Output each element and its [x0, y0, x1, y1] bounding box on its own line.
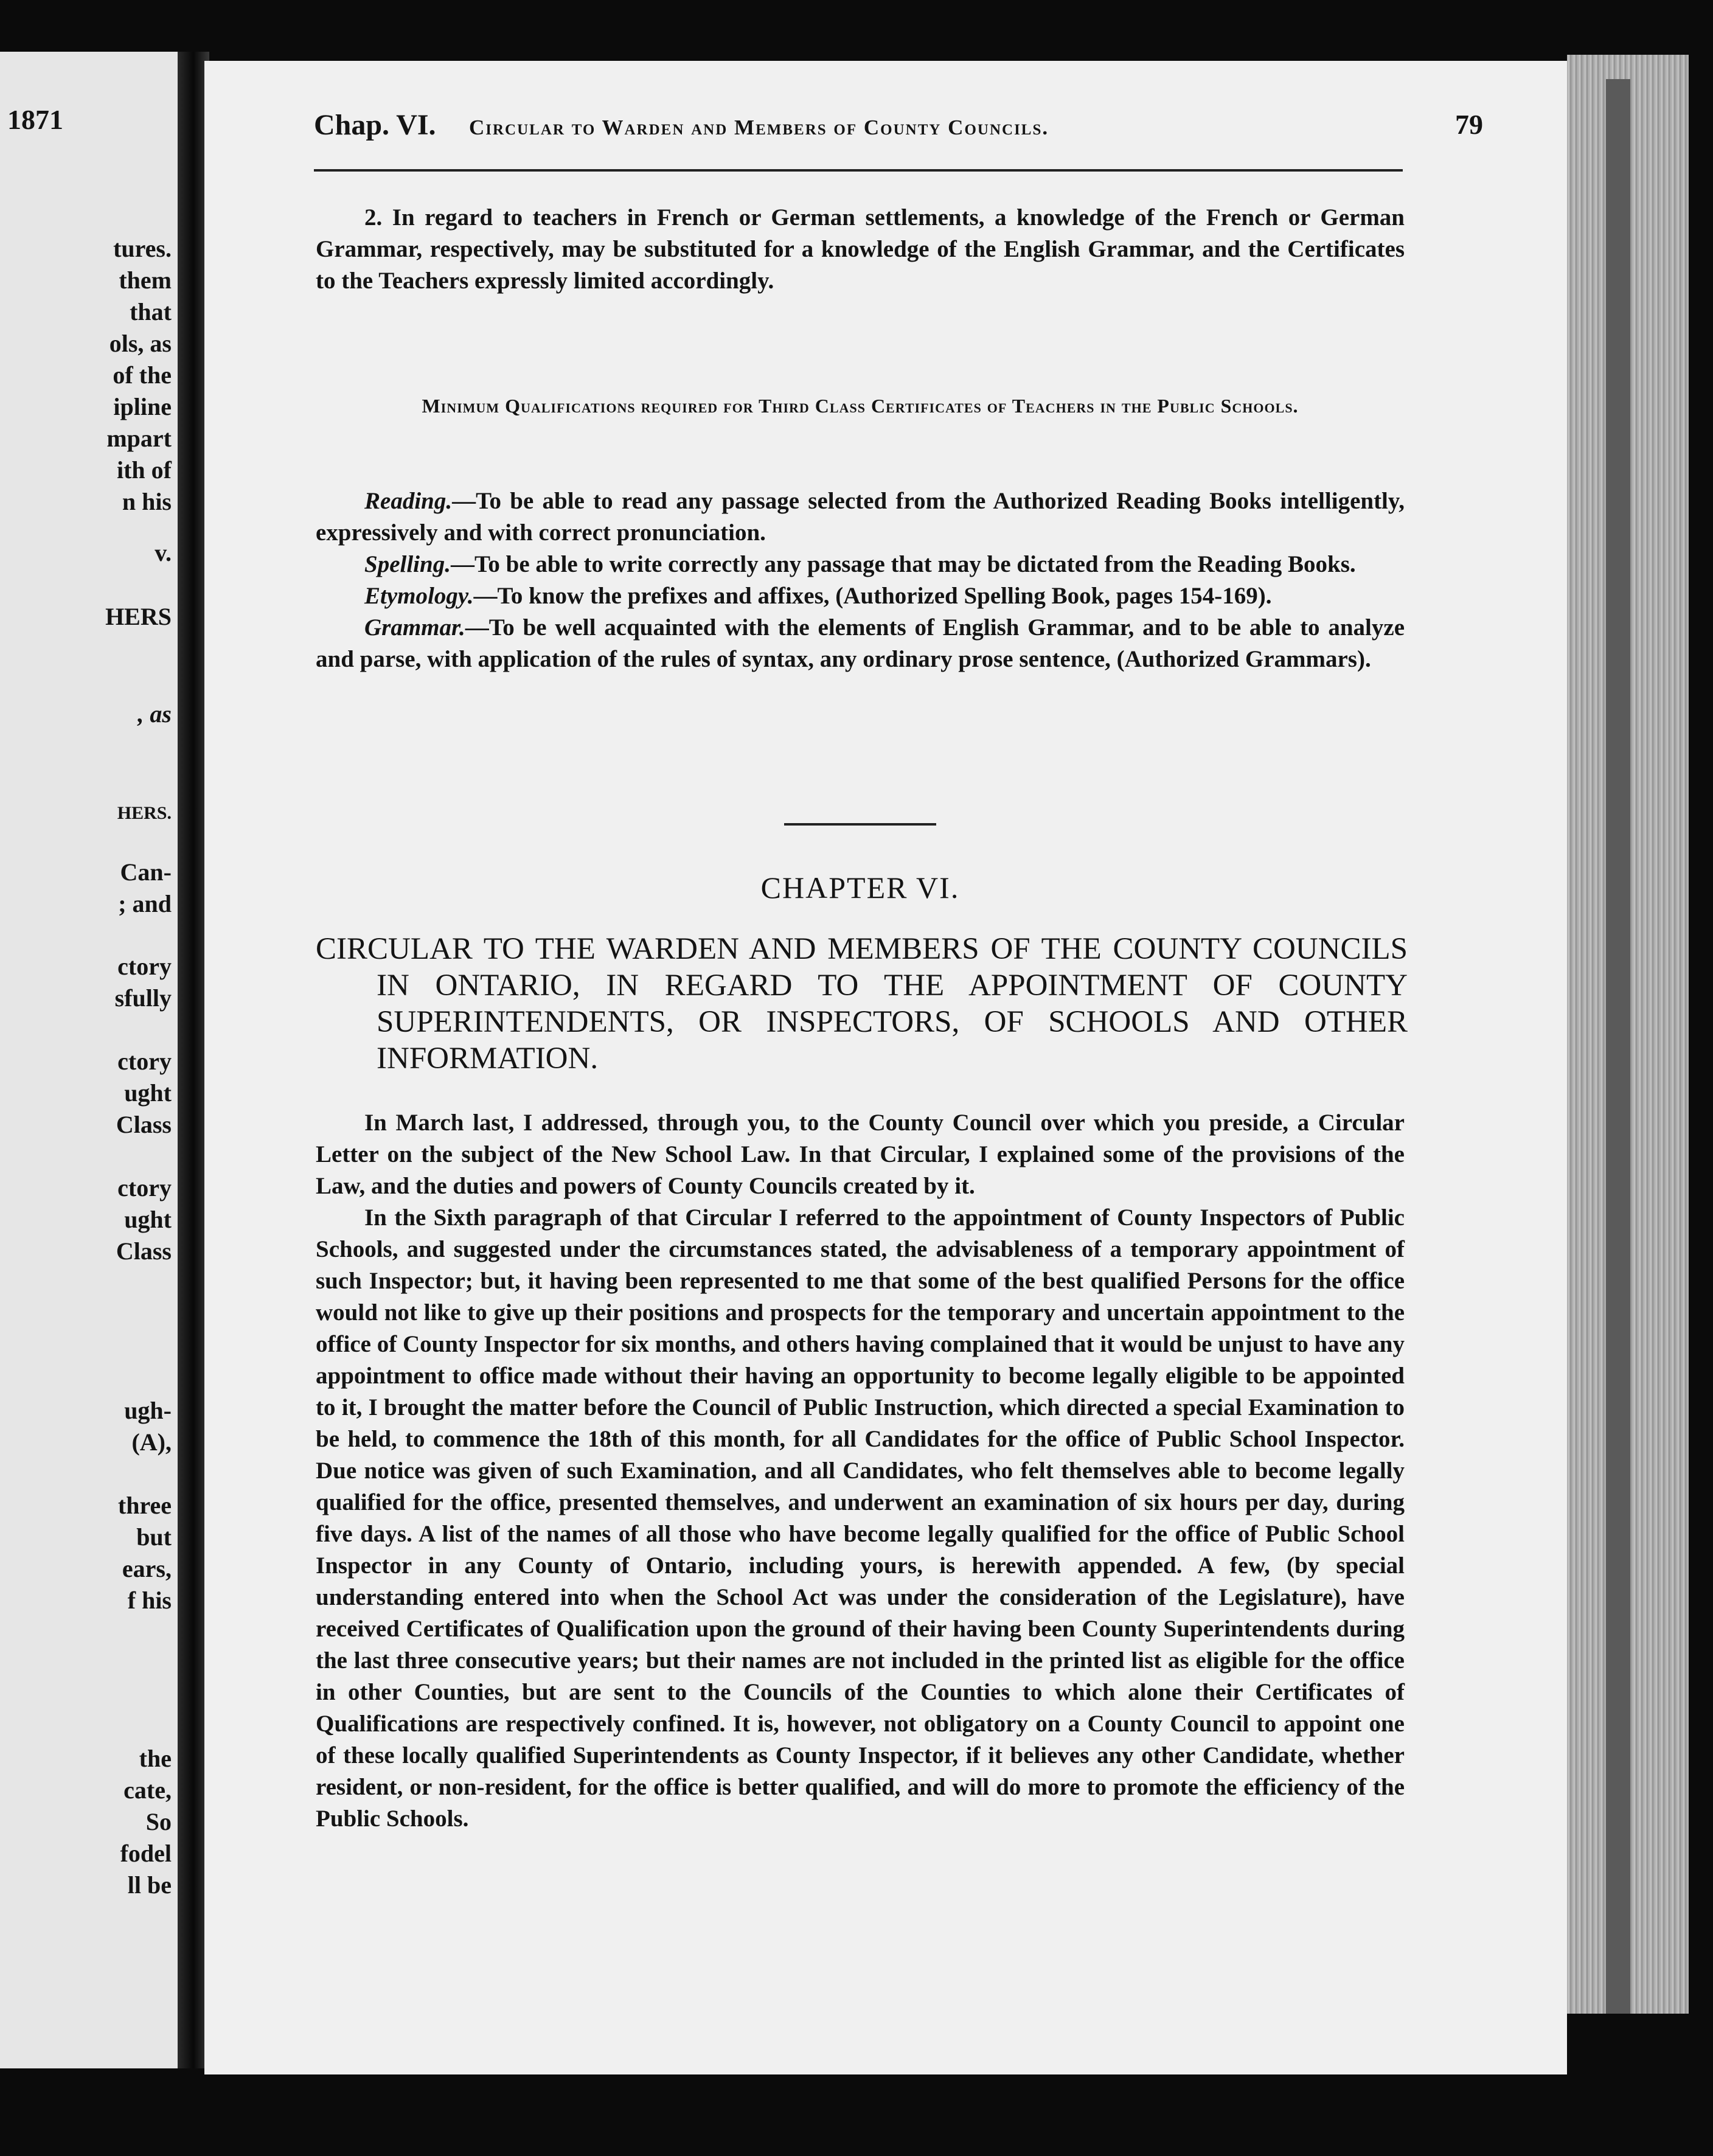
previous-page-fragment: (A),	[131, 1428, 172, 1456]
running-head	[314, 108, 1494, 151]
previous-page-fragment: sfully	[114, 984, 172, 1012]
qualification-reading	[316, 485, 1405, 549]
previous-page-fragment: ipline	[113, 393, 172, 420]
previous-page-fragment: ols, as	[109, 330, 172, 357]
previous-page-fragment: fodel	[120, 1840, 172, 1867]
paragraph-2	[316, 202, 1405, 297]
section-divider	[784, 823, 936, 826]
circular-body	[316, 1107, 1405, 1835]
previous-page-fragment: ctory	[117, 1048, 172, 1075]
previous-page-fragment: ; and	[118, 890, 172, 917]
previous-page-fragment: ught	[124, 1206, 172, 1233]
qualification-text: —To be able to write correctly any passage that may be dictated from the Reading Books.	[450, 551, 1356, 577]
previous-page-fragment: tures.	[113, 235, 172, 262]
previous-page-fragment: So	[145, 1808, 172, 1835]
qualifications-list	[316, 485, 1405, 675]
chapter-heading: CHAPTER VI.	[760, 871, 960, 905]
previous-page-fragment: Can-	[120, 858, 172, 886]
qualification-etymology	[316, 580, 1405, 612]
qualification-term: Reading.	[364, 488, 453, 514]
previous-page-fragment: ctory	[117, 953, 172, 980]
previous-page-fragment: but	[136, 1523, 172, 1551]
qualification-term: Grammar.	[364, 614, 465, 641]
minimum-qualifications-heading: Minimum Qualifications required for Third Class Certificates of Teachers in the Public Schools.	[422, 395, 1299, 417]
qualification-spelling	[316, 549, 1405, 580]
qualification-grammar	[316, 612, 1405, 675]
previous-page-fragment: ll be	[127, 1871, 172, 1899]
chapter-title: CIRCULAR TO THE WARDEN AND MEMBERS OF THE COUNTY COUNCILS IN ONTARIO, IN REGARD TO THE APPOINTMENT OF COUNTY SUPERINTENDENTS, OR INSPECTORS, OF SCHOOLS AND OTHER INFORMATION.	[316, 932, 1408, 1076]
previous-page-fragment: ears,	[122, 1555, 172, 1582]
circular-paragraph: In the Sixth paragraph of that Circular I referred to the appointment of County Inspectors of Public Schools, and suggested under the circumstances stated, the advisableness of a temporary appointment of such Inspector; but, it having been represented to me that some of the best qualified Persons for the office would not like to give up their positions and prospects for the temporary and uncertain appointment to the office of County Inspector for six months, and others having complained that it would be unjust to have any appointment to office made without their having an opportunity to become legally eligible to be appointed to it, I brought the matter before the Council of Public Instruction, which directed a special Examination to be held, to commence the 18th of this month, for all Candidates for the office of Public School Inspector. Due notice was given of such Examination, and all Candidates, who felt themselves able to become legally qualified for the office, presented themselves, and underwent an examination of six hours per day, during five days. A list of the names of all those who have become legally qualified for the office of Public School Inspector in any County of Ontario, including yours, is herewith appended. A few, (by special understanding entered into when the School Act was under the consideration of the Legislature), have received Certificates of Qualification upon the ground of their having been County Superintendents during the last three consecutive years; but their names are not included in the printed list as eligible for the office in other Counties, but are sent to the Councils of the Counties to which alone their Certificates of Qualifications are respectively confined. It is, however, not obligatory on a County Council to appoint one of these locally qualified Superintendents as County Inspector, if it believes any other Candidate, whether resident, or non-resident, for the office is better qualified, and will do more to promote the efficiency of the Public Schools.	[316, 1205, 1405, 1832]
qualification-text: —To know the prefixes and affixes, (Authorized Spelling Book, pages 154-169).	[473, 583, 1272, 609]
qualification-text: —To be able to read any passage selected from the Authorized Reading Books intelligently, expressively and with correct pronunciation.	[316, 488, 1405, 546]
previous-page-fragment: ught	[124, 1079, 172, 1107]
previous-page-fragment: mpart	[106, 425, 172, 452]
previous-page-fragment: that	[130, 298, 172, 325]
previous-page-fragment: HERS	[105, 603, 172, 630]
previous-page-fragment: ugh-	[124, 1397, 172, 1424]
previous-page-year: 1871	[7, 104, 63, 135]
book-page	[204, 61, 1567, 2074]
previous-page-fragment: f his	[127, 1587, 172, 1614]
page-number: 79	[1455, 109, 1483, 140]
qualification-term: Spelling.	[364, 551, 451, 577]
previous-page-fragment: cate,	[123, 1776, 172, 1804]
previous-page-fragment: Class	[116, 1111, 172, 1138]
previous-page-fragment: the	[139, 1745, 172, 1772]
previous-page-fragment: three	[117, 1492, 172, 1519]
previous-page-fragment: n his	[122, 488, 172, 515]
previous-page	[0, 52, 182, 2068]
previous-page-fragment: them	[119, 266, 172, 294]
running-head-chapter: Chap. VI.	[314, 109, 436, 141]
qualification-text: —To be well acquainted with the elements of English Grammar, and to be able to analyze and parse, with application of the rules of syntax, any ordinary prose sentence, (Authorized Grammars).	[316, 614, 1405, 672]
paragraph-text: 2. In regard to teachers in French or German settlements, a knowledge of the French or German Grammar, respectively, may be substituted for a knowledge of the English Grammar, and the Certificates to the Teachers expressly limited accordingly.	[316, 204, 1405, 294]
previous-page-fragment: HERS.	[117, 803, 172, 823]
previous-page-fragment: v.	[155, 539, 172, 566]
running-head-title: Circular to Warden and Members of County Councils.	[469, 116, 1049, 139]
previous-page-fragment: ctory	[117, 1174, 172, 1201]
page-edges-shadow	[1606, 79, 1630, 2014]
qualification-term: Etymology.	[364, 583, 474, 609]
previous-page-fragment: , as	[137, 700, 172, 728]
previous-page-fragment: of the	[113, 361, 172, 389]
circular-paragraph: In March last, I addressed, through you, to the County Council over which you preside, a Circular Letter on the subject of the New School Law. In that Circular, I explained some of the provisions of the Law, and the duties and powers of County Councils created by it.	[316, 1110, 1405, 1199]
previous-page-fragment: Class	[116, 1237, 172, 1265]
previous-page-fragment: ith of	[117, 456, 172, 484]
header-rule	[314, 169, 1403, 172]
